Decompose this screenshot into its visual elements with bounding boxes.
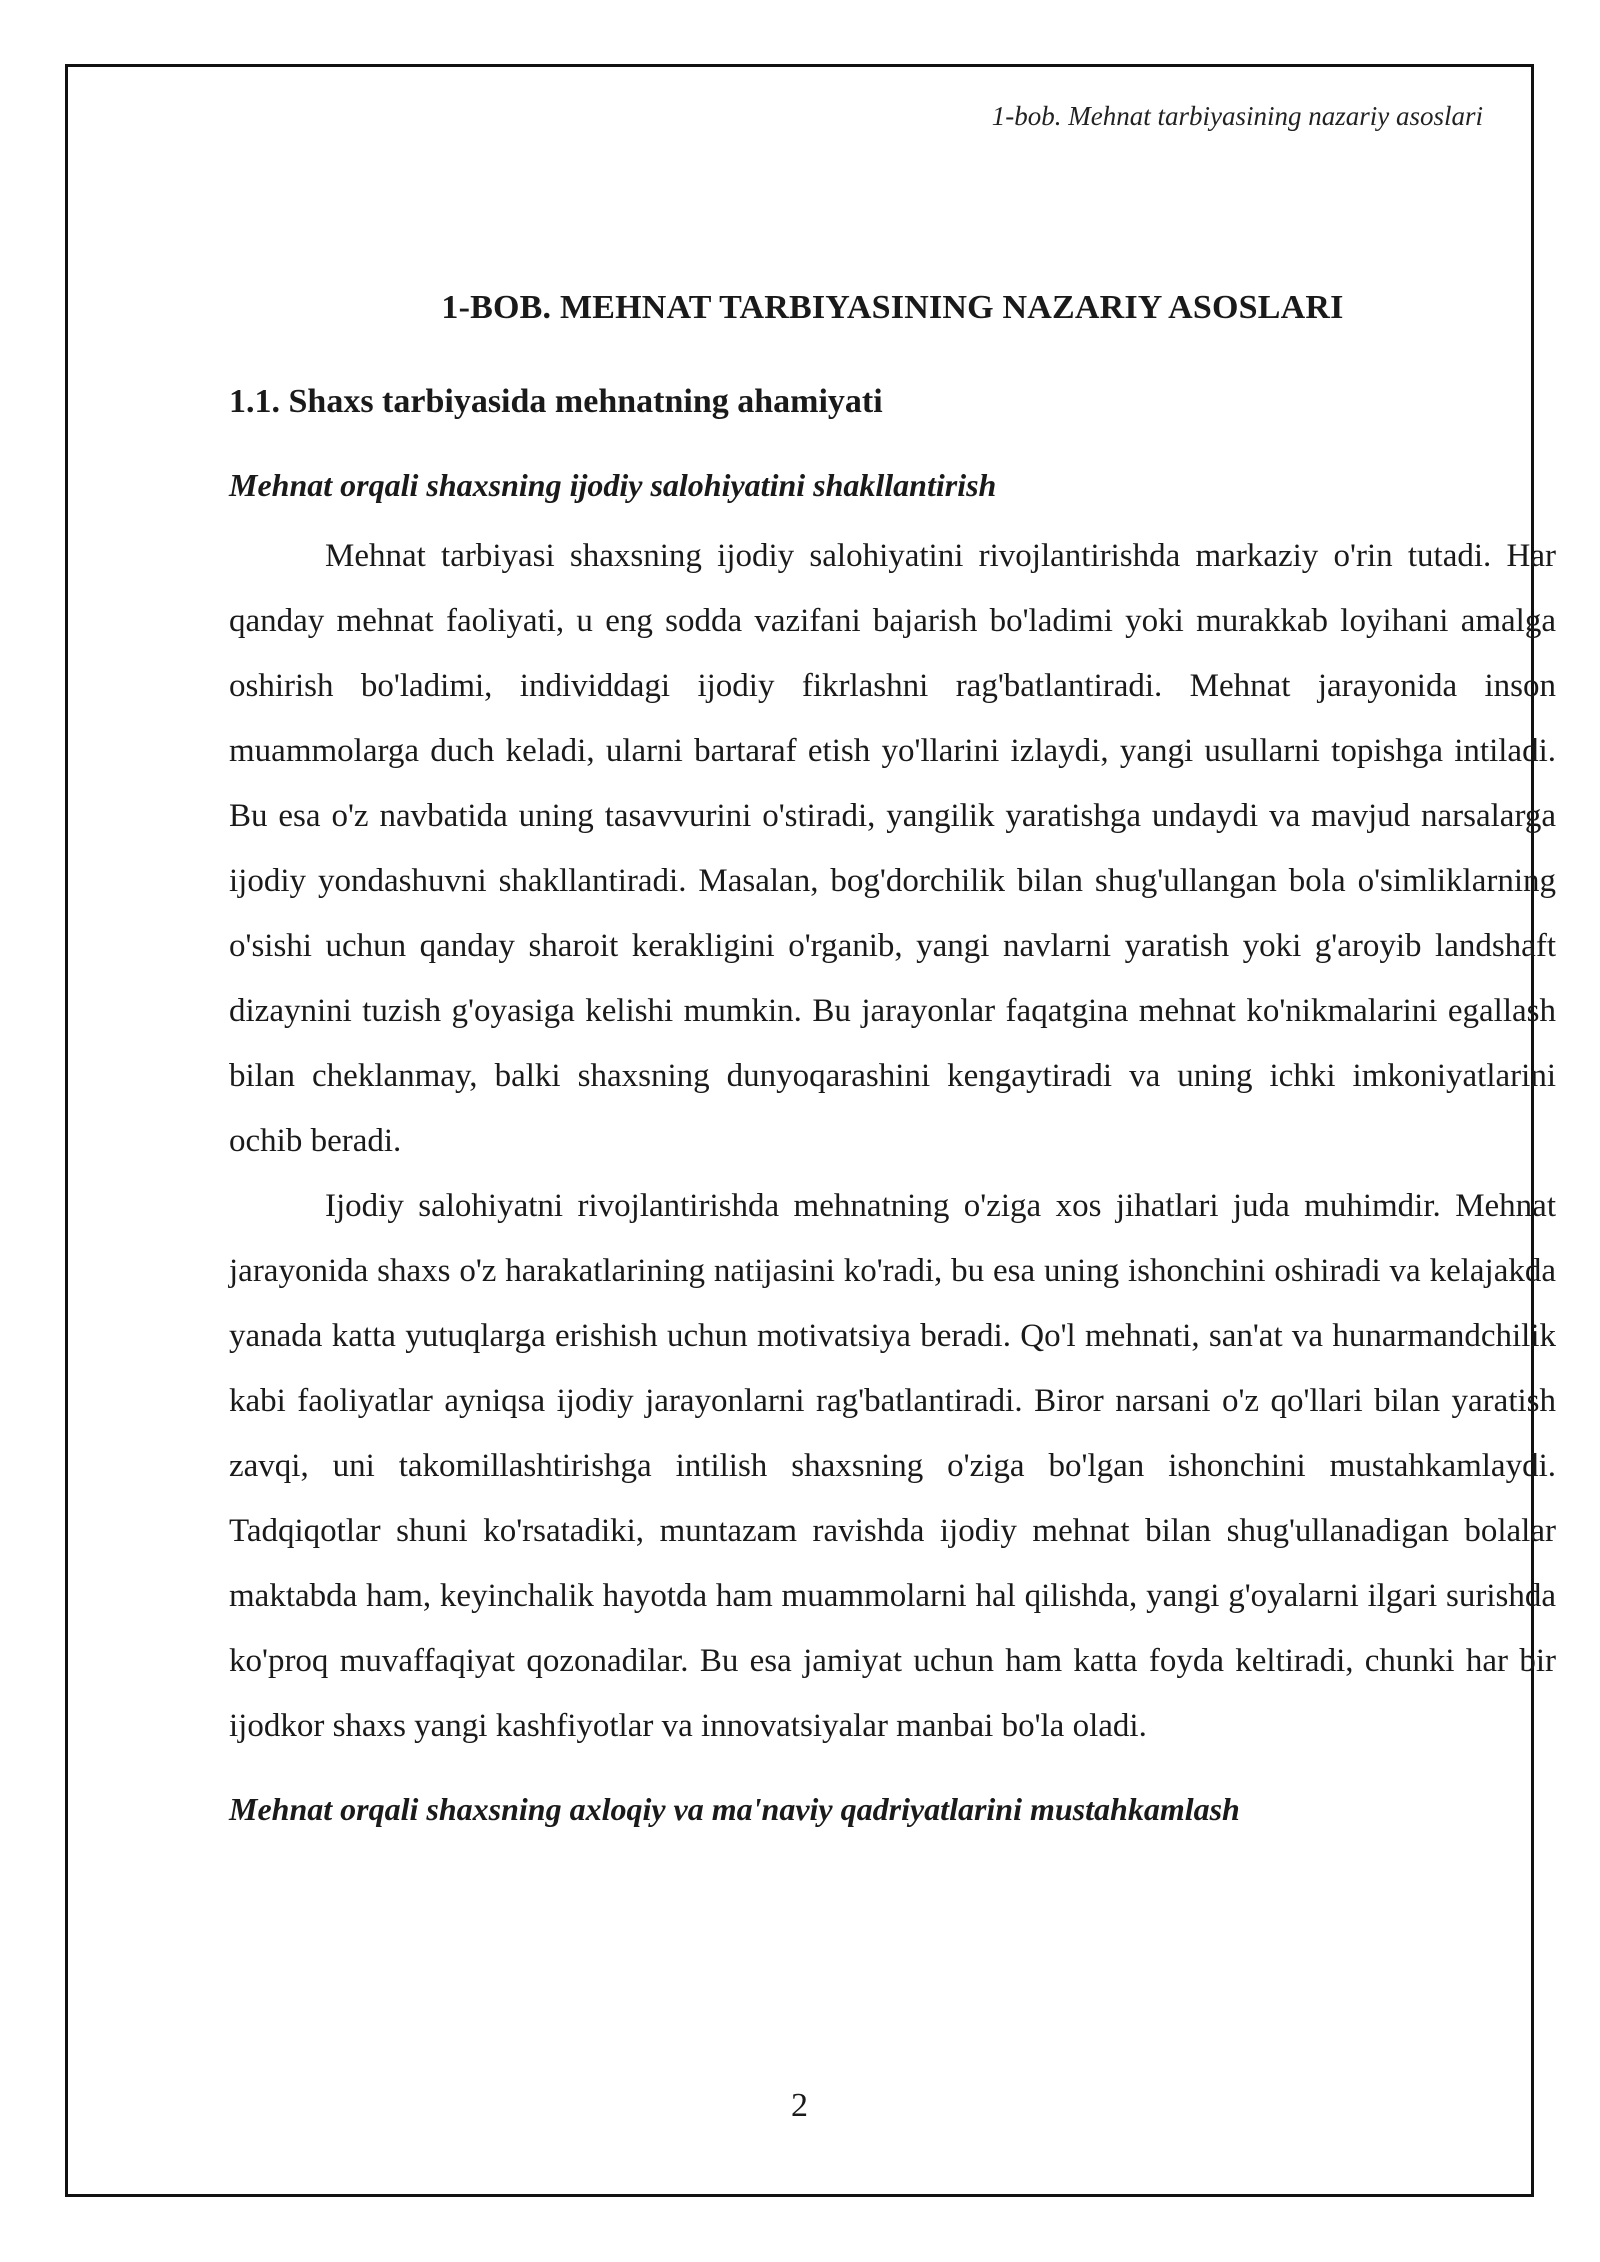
body-paragraph: Ijodiy salohiyatni rivojlantirishda mehnatning o'ziga xos jihatlari juda muhimdir. Mehnat jarayonida shaxs o'z harakatlarining natijasini ko'radi, bu esa uning ishonchini oshiradi va kelajakda yanada katta yutuqlarga erishish uchun motivatsiya beradi. Qo'l mehnati, san'at va hunarmandchilik kabi faoliyatlar ayniqsa ijodiy jarayonlarni rag'batlantiradi. Biror narsani o'z qo'llari bilan yaratish zavqi, uni takomillashtirishga intilish shaxsning o'ziga bo'lgan ishonchini mustahkamlaydi. Tadqiqotlar shuni ko'rsatadiki, muntazam ravishda ijodiy mehnat bilan shug'ullanadigan bolalar maktabda ham, keyinchalik hayotda ham muammolarni hal qilishda, yangi g'oyalarni ilgari surishda ko'proq muvaffaqiyat qozonadilar. Bu esa jamiyat uchun ham katta foyda keltiradi, chunki har bir ijodkor shaxs yangi kashfiyotlar va innovatsiyalar manbai bo'la oladi. [229,1188,1556,1744]
page-number: 2 [791,2087,808,2124]
section-title: 1.1. Shaxs tarbiyasida mehnatning ahamiyati [229,383,883,420]
page-content [229,207,1556,1828]
subsection-title: Mehnat orqali shaxsning axloqiy va ma'naviy qadriyatlarini mustahkamlash [229,1791,1240,1827]
page-frame [65,64,1556,2197]
body-paragraph: Mehnat tarbiyasi shaxsning ijodiy salohiyatini rivojlantirishda markaziy o'rin tutadi. Har qanday mehnat faoliyati, u eng sodda vazifani bajarish bo'ladimi yoki murakkab loyihani amalga oshirish bo'ladimi, individdagi ijodiy fikrlashni rag'batlantiradi. Mehnat jarayonida inson muammolarga duch keladi, ularni bartaraf etish yo'llarini izlaydi, yangi usullarni topishga intiladi. Bu esa o'z navbatida uning tasavvurini o'stiradi, yangilik yaratishga undaydi va mavjud narsalarga ijodiy yondashuvni shakllantiradi. Masalan, bog'dorchilik bilan shug'ullangan bola o'simliklarning o'sishi uchun qanday sharoit kerakligini o'rganib, yangi navlarni yaratish yoki g'aroyib landshaft dizaynini tuzish g'oyasiga kelishi mumkin. Bu jarayonlar faqatgina mehnat ko'nikmalarini egallash bilan cheklanmay, balki shaxsning dunyoqarashini kengaytiradi va uning ichki imkoniyatlarini ochib beradi. [229,538,1556,1159]
subsection-title: Mehnat orqali shaxsning ijodiy salohiyatini shakllantirish [229,467,997,503]
chapter-title: 1-BOB. MEHNAT TARBIYASINING NAZARIY ASOSLARI [441,289,1344,326]
running-header: 1-bob. Mehnat tarbiyasining nazariy asoslari [991,101,1483,131]
